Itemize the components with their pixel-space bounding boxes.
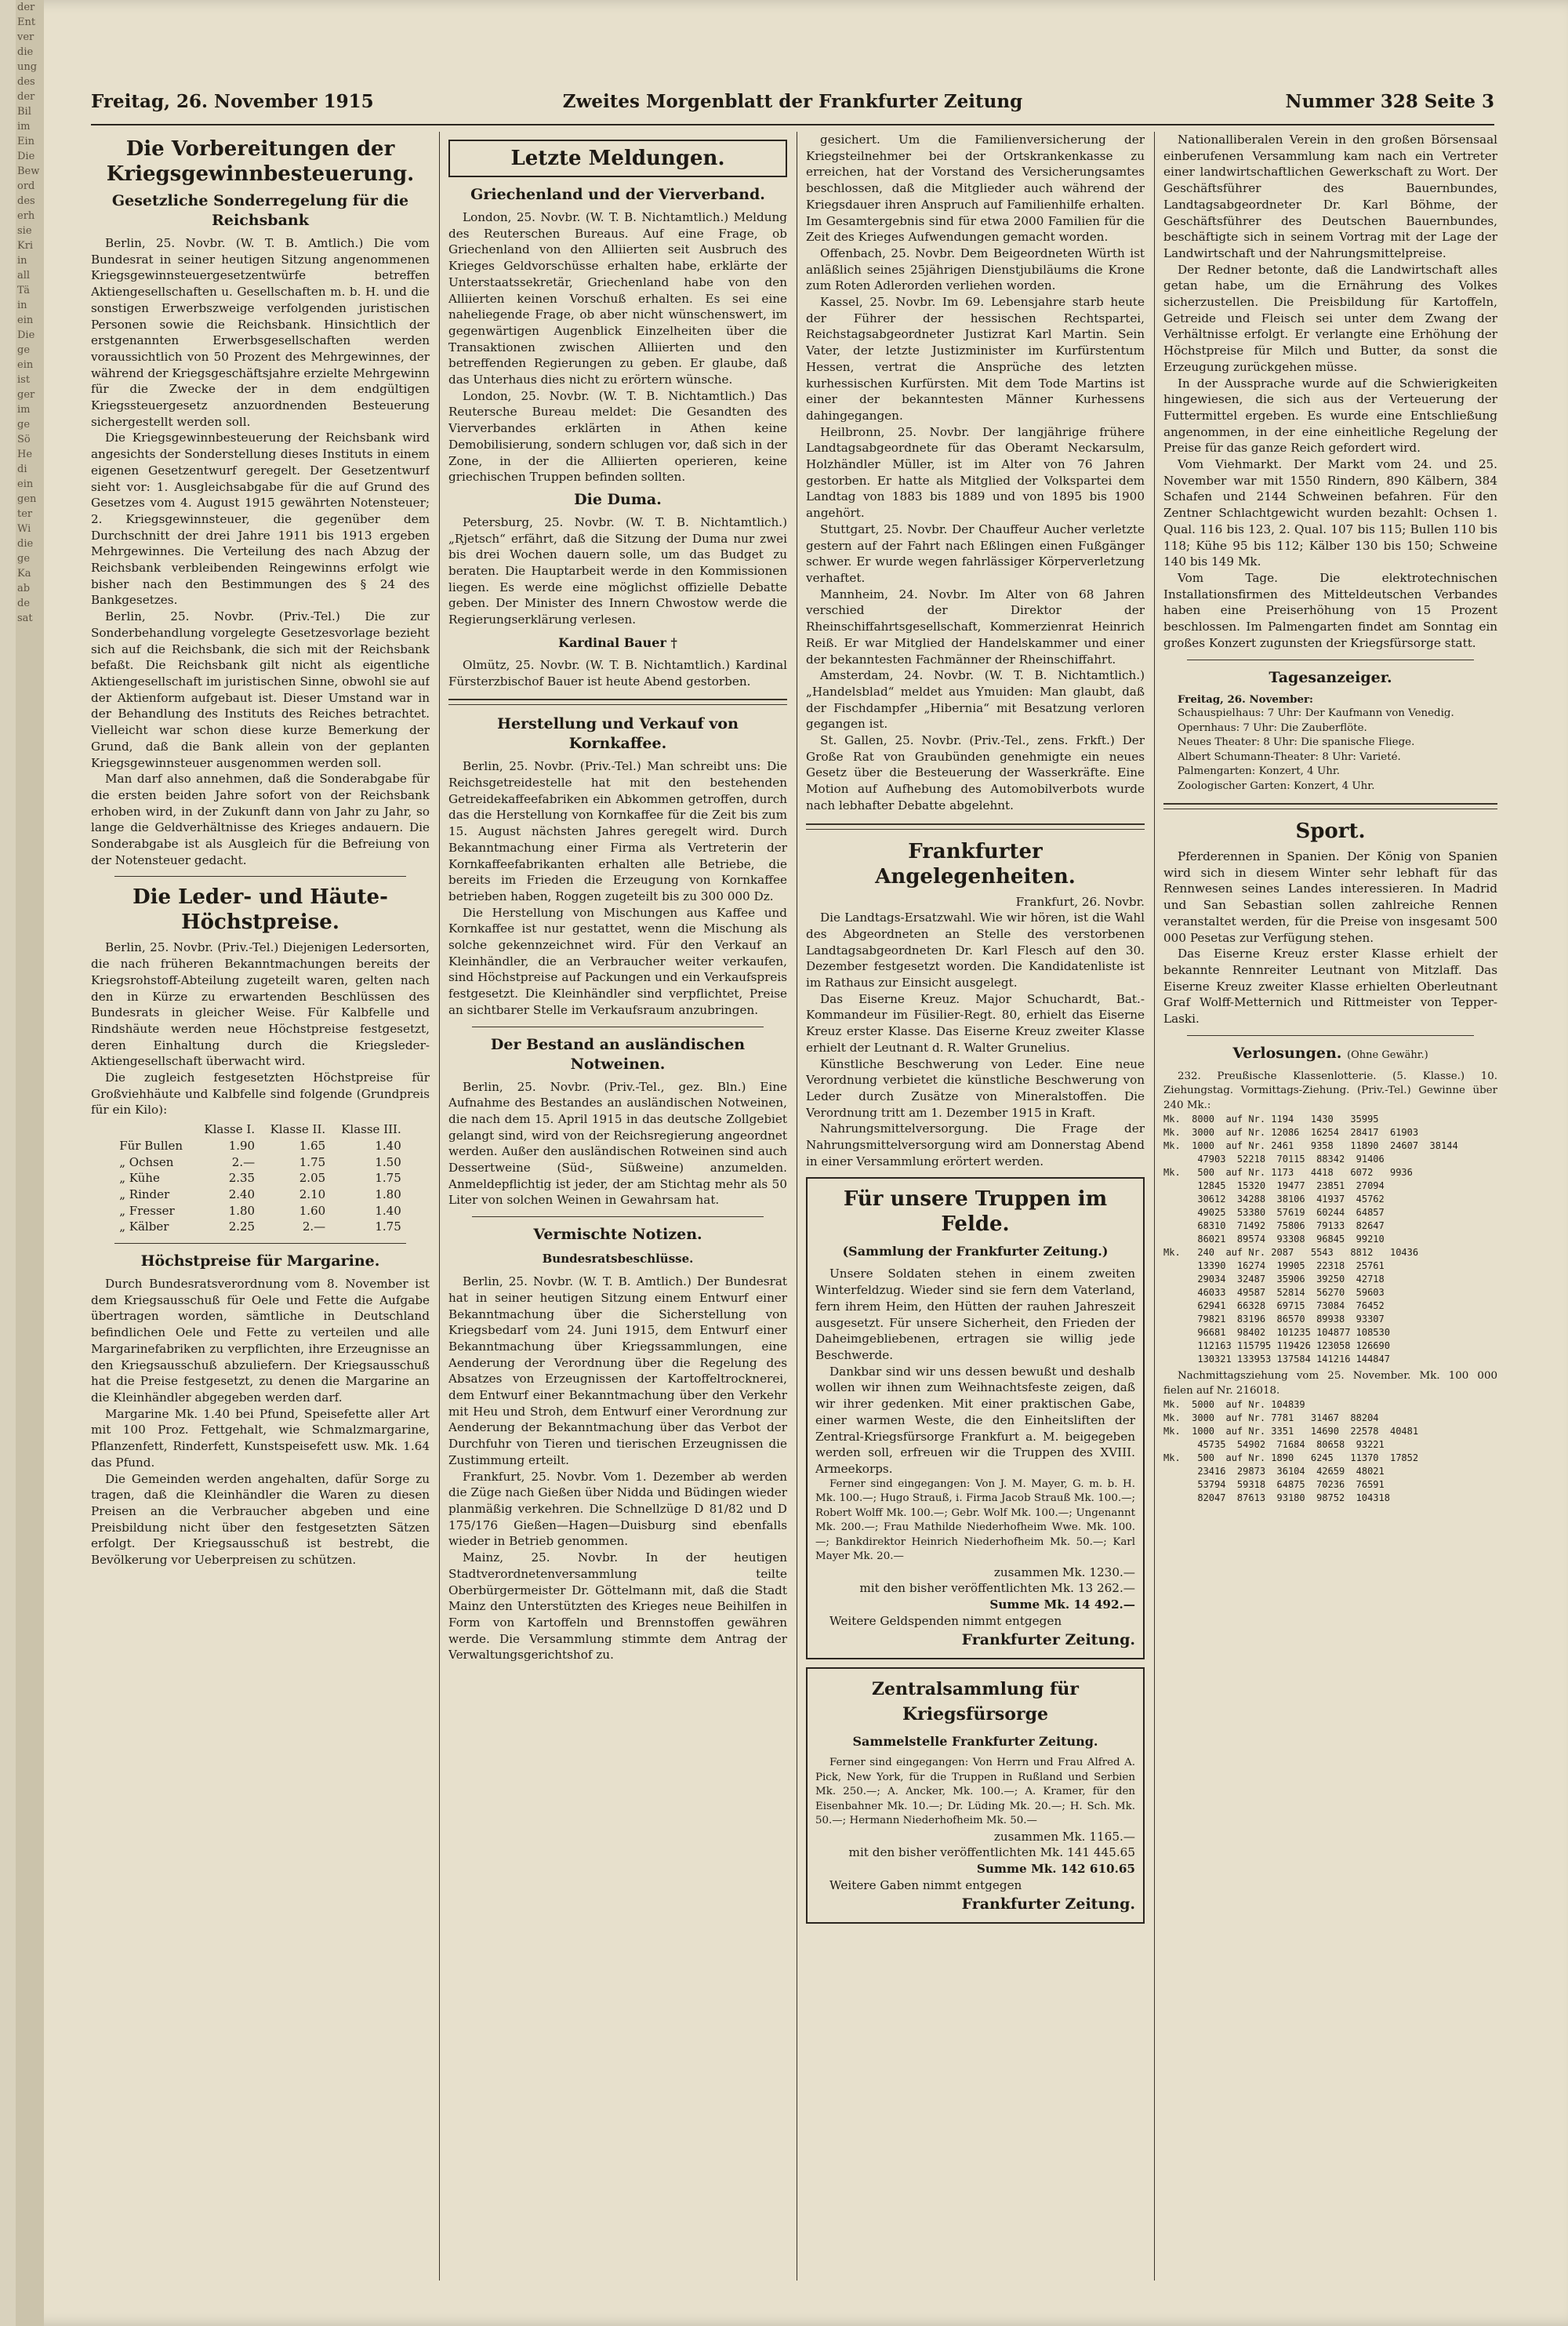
divider [1187,1035,1474,1036]
strip-fragment: Ein [17,136,35,147]
strip-fragment: Ent [17,16,36,28]
strip-fragment: sat [17,612,33,624]
table-cell: 2.25 [228,1219,256,1234]
divider [472,1216,764,1217]
column-rule [439,132,440,2281]
article-paragraph: Vom Tage. Die elektrotechnischen Installationsfirmen des Mitteldeutschen Verbandes haben eine Preiserhöhung von 15 Prozent beschlossen. Im Palmengarten findet am Sonntag ein großes Konzert zugunsten der Kriegsfürsorge statt. [1163,570,1497,650]
signature: Frankfurter Zeitung. [961,1631,1135,1649]
article-paragraph: Stuttgart, 25. Novbr. Der Chauffeur Aucher verletzte gestern auf der Fahrt nach Eßlingen einen Fußgänger schwer. Er wurde wegen fahrlässiger Körperverletzung verhaftet. [806,522,1145,585]
strip-fragment: Die [17,329,35,341]
agenda-item: Opernhaus: 7 Uhr: Die Zauberflöte. [1178,721,1367,734]
strip-fragment: Ka [17,568,31,580]
strip-fragment: ge [17,553,31,565]
table-cell: 1.75 [375,1171,401,1186]
lottery-row: 47903 52218 70115 88342 91406 [1163,1154,1385,1165]
price-table-header [114,1121,406,1138]
article-paragraph: Nationalliberalen Verein in den großen Börsensaal einberufenen Versammlung kam nach ein Vertreter einer landwirtschaftlichen Gewerkschaft zu Wort. Der Geschäftsführer des Bauernbundes, Landtagsabgeordneter Dr. Karl Böhme, der Geschäftsführer des Deutschen Bauernbundes, beschäftigte sich in seinem Vortrag mit der Lage der Landwirtschaft und der Nahrungsmittelpreise. [1163,133,1497,260]
article-paragraph: Margarine Mk. 1.40 bei Pfund, Speisefette aller Art mit 100 Proz. Fettgehalt, wie Schmalzmargarine, Pflanzenfett, Rinderfett, Kunstspeisefett usw. Mk. 1.64 das Pfund. [91,1406,430,1470]
article-paragraph: Dankbar sind wir uns dessen bewußt und deshalb wollen wir ihnen zum Weihnachtsfeste zeigen, daß wir ihrer gedenken. Mit einer praktischen Gabe, einer warmen Weste, die den Einheitsliften der Zentral-Kriegsfürsorge Frankfurt a. M. beigegeben werden soll, erfreuen wir die Truppen des XVIII. Armeekorps. [815,1364,1135,1476]
table-cell: 1.40 [375,1138,401,1153]
double-divider [448,699,787,705]
table-cell: 1.65 [299,1138,326,1153]
newspaper-title: Zweites Morgenblatt der Frankfurter Zeitung [562,91,1023,112]
strip-fragment: Wi [17,523,31,535]
strip-fragment: des [17,195,35,207]
article-paragraph: Berlin, 25. Novbr. (Priv.-Tel., gez. Bln.) Eine Aufnahme des Bestandes an ausländischen Notweinen, die nach dem 15. April 1915 in das deutsche Zollgebiet gelangt sind, wird von der Reichsregierung angeordnet werden. Außer den ausländischen Rotweinen sind auch Dessertweine (Süd-, Süßweine) anzumelden. Anmeldepflichtig ist jeder, der am Stichtag mehr als 50 Liter von solchen Weinen in Gewahrsam hat. [448,1079,787,1208]
headline-duma: Die Duma. [574,490,662,508]
lottery-row: Mk. 5000 auf Nr. 104839 [1163,1399,1305,1411]
verlosungen-title: Verlosungen. [1232,1044,1342,1062]
strip-fragment: de [17,598,31,609]
lottery-row: 130321 133953 137584 141216 144847 [1163,1354,1390,1365]
table-row [114,1203,406,1219]
article-paragraph: In der Aussprache wurde auf die Schwierigkeiten hingewiesen, die sich aus der Verteuerung der Futtermittel ergeben. Es wurde eine Entschließung angenommen, in der eine einheitliche Regelung der Preise für das ganze Reich gefordert wird. [1163,376,1497,456]
adjacent-page-strip [16,0,44,2326]
headline-tagesanzeiger: Tagesanzeiger. [1269,668,1392,686]
table-header-cell: Klasse III. [341,1122,401,1137]
strip-fragment: der [17,91,35,103]
subheadline-griechenland: Griechenland und der Vierverband. [470,186,765,203]
table-row [114,1154,406,1171]
lottery-row: 96681 98402 101235 104877 108530 [1163,1327,1390,1339]
dateline: Frankfurt, 26. Novbr. [1015,894,1145,909]
donation-total: mit den bisher veröffentlichten Mk. 141 445.65 [848,1845,1135,1860]
table-cell: 2.— [231,1154,256,1169]
article-paragraph: St. Gallen, 25. Novbr. (Priv.-Tel., zens. Frkft.) Der Große Rat von Graubünden genehmigte ein neues Gesetz über die Besteuerung der Wasserkräfte. Eine Motion auf Aufhebung des Automobilverbots wurde nach lebhafter Debatte abgelehnt. [806,733,1145,812]
donation-total: mit den bisher veröffentlichten Mk. 13 262.— [859,1581,1135,1596]
donation-total: zusammen Mk. 1230.— [993,1565,1135,1579]
masthead [91,88,1494,125]
article-paragraph: Amsterdam, 24. Novbr. (W. T. B. Nichtamtlich.) „Handelsblad“ meldet aus Ymuiden: Man glaubt, daß der Fischdampfer „Hibernia“ mit Besatzung verloren gegangen ist. [806,668,1145,732]
table-row [114,1219,406,1235]
strip-fragment: sie [17,225,32,237]
lottery-table [1163,1113,1497,1366]
lottery-row: 12845 15320 19477 23851 27094 [1163,1180,1385,1192]
agenda-item: Zoologischer Garten: Konzert, 4 Uhr. [1178,780,1375,792]
strip-fragment: He [17,449,33,460]
lottery-row: 45735 54902 71684 80658 93221 [1163,1439,1385,1451]
donation-total: Summe Mk. 142 610.65 [976,1862,1135,1877]
donation-list: Ferner sind eingegangen: Von J. M. Mayer, G. m. b. H. Mk. 100.—; Hugo Strauß, i. Firma Jacob Strauß Mk. 100.—; Robert Wolff Mk. 100.—; Gebr. Wolf Mk. 100.—; Ungenannt Mk. 200.—; Frau Mathilde Niederhofheim Wwe. Mk. 100.—; Bankdirektor Heinrich Niederhofheim Mk. 50.—; Karl Mayer Mk. 20.— [815,1477,1135,1563]
article-paragraph: Offenbach, 25. Novbr. Dem Beigeordneten Würth ist anläßlich seines 25jährigen Dienstjubiläums die Krone zum Roten Adlerorden verliehen worden. [806,245,1145,293]
strip-fragment: Bil [17,106,31,118]
article-paragraph: Kassel, 25. Novbr. Im 69. Lebensjahre starb heute der Führer der hessischen Rechtspartei, Reichstagsabgeordneter Justizrat Karl Martin. Sein Vater, der letzte Justizminister im Kurfürstentum Hessen, vertrat die Ansprüche des letzten kurhessischen Kurfürsten. Mit dem Tode Martins ist einer der bekanntesten Männer Kurhessens dahingegangen. [806,295,1145,423]
lottery-row: 79821 83196 86570 89938 93307 [1163,1314,1385,1325]
strip-fragment: Tä [17,285,31,296]
table-cell: 1.80 [375,1187,401,1201]
article-paragraph: Olmütz, 25. Novbr. (W. T. B. Nichtamtlich.) Kardinal Fürsterzbischof Bauer ist heute Abend gestorben. [448,657,787,689]
headline-vermischte-notizen: Vermischte Notizen. [533,1226,702,1244]
table-cell: „ Fresser [119,1203,175,1218]
strip-fragment: die [17,46,34,58]
table-cell: 1.75 [375,1219,401,1234]
strip-fragment: ge [17,419,31,431]
headline-kardinal-bauer: Kardinal Bauer † [558,634,677,650]
donation-note: Weitere Geldspenden nimmt entgegen [829,1613,1062,1628]
article-paragraph: Die Gemeinden werden angehalten, dafür Sorge zu tragen, daß die Kleinhändler die Waren zu diesen Preisen an die Verbraucher abgeben und eine Preisbildung nicht über den festgesetzten Sätzen erfolgt. Der Kriegsausschuß ist bestrebt, die Bevölkerung vor Ueberpreisen zu schützen. [91,1471,430,1568]
headline-truppen-im-felde: Für unsere Truppen im Felde. [843,1187,1108,1237]
lottery-row: 53794 59318 64875 70236 76591 [1163,1479,1385,1491]
table-cell: 2.40 [228,1187,256,1201]
strip-fragment: ter [17,508,33,520]
subheadline-sammlung: (Sammlung der Frankfurter Zeitung.) [842,1244,1109,1259]
article-paragraph: Künstliche Beschwerung von Leder. Eine neue Verordnung verbietet die künstliche Beschwerung von Leder durch Zusätze von Mineralstoffen. Die Verordnung tritt am 1. Dezember 1915 in Kraft. [806,1056,1145,1120]
table-cell: 2.35 [228,1171,256,1186]
table-cell: „ Rinder [119,1187,170,1201]
article-paragraph: Die Kriegsgewinnbesteuerung der Reichsbank wird angesichts der Sonderstellung dieses Instituts in einem eigenen Gesetzentwurf geregelt. Der Gesetzentwurf sieht vor: 1. Ausgleichsabgabe für die auf Grund des Gesetzes vom 4. August 1915 gewährten Notensteuer; 2. Kriegsgewinnsteuer, die gegenüber dem Durchschnitt der drei Jahre 1911 bis 1913 ergeben Mehrgewinnes. Die Verteilung des nach Abzug der Reichsbank verbleibenden Reingewinns erfolgt wie bisher nach den Bestimmungen des § 24 des Bankgesetzes. [91,431,430,608]
lottery-row: 29034 32487 35906 39250 42718 [1163,1274,1385,1285]
strip-fragment: di [17,463,27,475]
lottery-table [1163,1398,1497,1505]
article-paragraph: Die zugleich festgesetzten Höchstpreise für Großviehhäute und Kalbfelle sind folgende (Grundpreis für ein Kilo): [91,1070,430,1118]
table-cell: 2.05 [299,1171,326,1186]
strip-fragment: im [17,404,31,416]
agenda-item: Schauspielhaus: 7 Uhr: Der Kaufmann von Venedig. [1178,707,1454,719]
headline-notweine: Der Bestand an ausländischen Notweinen. [490,1035,746,1073]
lottery-row: Mk. 3000 auf Nr. 12086 16254 28417 61903 [1163,1127,1419,1139]
table-header-cell: Klasse II. [270,1122,326,1137]
article-paragraph: Man darf also annehmen, daß die Sonderabgabe für die ersten beiden Jahre sofort von der Reichsbank erhoben wird, in der Zukunft dann von Jahr zu Jahr, so lange die Geldverhältnisse des Krieges andauern. Die Sonderabgabe ist als Ausgleich für die Befreiung von der Notensteuer gedacht. [91,772,430,867]
issue-date: Freitag, 26. November 1915 [91,91,374,112]
lottery-row: 46033 49587 52814 56270 59603 [1163,1287,1385,1299]
article-paragraph: Unsere Soldaten stehen in einem zweiten Winterfeldzug. Wieder sind sie fern dem Vaterland, fern ihrem Heim, den Hütten der rauhen Jahreszeit ausgesetzt. Für unsere Sicherheit, den Frieden der Daheimgebliebenen, ertragen sie willig jede Beschwerde. [815,1267,1135,1362]
strip-fragment: in [17,300,27,311]
column-rule [1154,132,1155,2281]
article-paragraph: Das Eiserne Kreuz. Major Schuchardt, Bat.-Kommandeur im Füsilier-Regt. 80, erhielt das Eiserne Kreuz erster Klasse. Das Eiserne Kreuz zweiter Klasse erhielt der Leutnant d. R. Walter Grunelius. [806,991,1145,1055]
article-paragraph: Die Landtags-Ersatzwahl. Wie wir hören, ist die Wahl des Abgeordneten an Stelle des verstorbenen Landtagsabgeordneten Dr. Karl Flesch auf den 30. Dezember festgesetzt worden. Die Kandidatenliste ist im Rathaus zur Einsicht ausgelegt. [806,910,1145,990]
table-cell: 1.60 [299,1203,326,1218]
strip-fragment: Bew [17,165,40,177]
headline-verlosungen [1163,1044,1497,1065]
issue-number: Nummer 328 Seite 3 [1285,91,1494,112]
strip-fragment: ein [17,478,34,490]
headline-margarine: Höchstpreise für Margarine. [140,1252,380,1270]
article-paragraph: Mainz, 25. Novbr. In der heutigen Stadtverordnetenversammlung teilte Oberbürgermeister Dr. Göttelmann mit, daß die Stadt Mainz den Unterstützten des Krieges neue Beihilfen in Form von Kartoffeln und Brennstoffen gewähren werde. Die Versammlung stimmte dem Antrag der Verwaltungsgerichtshof zu. [448,1550,787,1663]
lottery-note: Nachmittagsziehung vom 25. November. Mk. 100 000 fielen auf Nr. 216018. [1163,1370,1497,1397]
article-paragraph: Die Herstellung von Mischungen aus Kaffee und Kornkaffee ist nur gestattet, wenn die Mischung als solche gekennzeichnet wird. Für den Verkauf an Kleinhändler, die an Verbraucher weiter verkaufen, sind Höchstpreise auf Packungen und ein Verkaufspreis festgesetzt. Die Kleinhändler sind verpflichtet, Preise an sichtbarer Stelle im Verkaufsraum anzubringen. [448,905,787,1017]
article-paragraph: Pferderennen in Spanien. Der König von Spanien wird sich in diesem Winter sehr lebhaft für das Rennwesen seines Landes interessieren. In Madrid und San Sebastian sollen zahlreiche Rennen veranstaltet werden, für die Preise von insgesamt 500 000 Pesetas zur Verfügung stehen. [1163,849,1497,945]
strip-fragment: Kri [17,240,34,252]
price-table [114,1121,406,1235]
strip-fragment: Sö [17,434,31,445]
lottery-row: 23416 29873 36104 42659 48021 [1163,1466,1385,1477]
agenda-item: Albert Schumann-Theater: 8 Uhr: Varieté. [1178,750,1401,763]
strip-fragment: des [17,76,35,88]
table-cell: 1.90 [228,1138,256,1153]
lottery-row: 62941 66328 69715 73084 76452 [1163,1300,1385,1312]
subheadline-reichsbank: Gesetzliche Sonderregelung für die Reichsbank [111,192,409,229]
lottery-row: Mk. 1000 auf Nr. 3351 14690 22578 40481 [1163,1426,1419,1437]
strip-fragment: die [17,538,34,550]
strip-fragment: erh [17,210,35,222]
article-paragraph: Das Eiserne Kreuz erster Klasse erhielt der bekannte Rennreiter Leutnant von Mitzlaff. Das Eiserne Kreuz zweiter Klasse erhielten Oberleutnant Graf Wolff-Metternich und Rittmeister von Tepper-Laski. [1163,947,1497,1027]
strip-fragment: ung [17,61,38,73]
headline-frankfurter-angelegenheiten: Frankfurter Angelegenheiten. [875,839,1076,889]
table-cell: 1.40 [375,1203,401,1218]
table-cell: 1.80 [228,1203,256,1218]
column-2 [448,132,787,2296]
article-paragraph: Berlin, 25. Novbr. (W. T. B. Amtlich.) Die vom Bundesrat in seiner heutigen Sitzung angenommenen Kriegsgewinnsteuergesetzentwürfe betreffen Aktiengesellschaften u. Gesellschaften m. b. H. und die sonstigen Erwerbszweige verfolgenden juristischen Personen sowie die Reichsbank. Hinsichtlich der erstgenannten Erwerbsgesellschaften werden voraussichtlich von 50 Prozent des Mehrgewinnes, der während der Kriegsgeschäftsjahre erzielte Mehrgewinn für die Zwecke der in dem endgültigen Kriegssteuergesetz anzuordnenden Besteuerung sichergestellt werden soll. [91,236,430,429]
donation-total: zusammen Mk. 1165.— [993,1829,1135,1844]
subheadline-bundesrat: Bundesratsbeschlüsse. [542,1252,694,1267]
agenda-item: Freitag, 26. November: [1178,692,1313,706]
article-paragraph: Durch Bundesratsverordnung vom 8. November ist dem Kriegsausschuß für Oele und Fette die Aufgabe übertragen worden, sämtliche in Deutschland befindlichen Oele und Fette zu verteilen und alle Margarinefabriken zu verpflichten, ihre Erzeugnisse an den Kriegsausschuß abzuliefern. Der Kriegsausschuß hat die Preise festgesetzt, zu denen die Margarine an die Kleinhändler abgegeben werden darf. [91,1277,430,1405]
headline-kriegsgewinnbesteuerung: Die Vorbereitungen der Kriegsgewinnbesteuerung. [106,137,415,186]
appeal-box-truppen [806,1177,1145,1659]
table-cell: 1.75 [299,1154,326,1169]
article-paragraph: London, 25. Novbr. (W. T. B. Nichtamtlich.) Das Reutersche Bureau meldet: Die Gesandten des Vierverbandes erklärten in Athen keine Demobilisierung, sondern schlugen vor, daß sich in der Zone, in der die Alliierten operieren, keine griechischen Truppen befinden sollten. [448,388,787,485]
strip-fragment: ge [17,344,31,356]
donation-note: Weitere Gaben nimmt entgegen [829,1877,1022,1892]
table-cell: 1.50 [375,1154,401,1169]
verlosungen-note: (Ohne Gewähr.) [1347,1049,1428,1061]
agenda-item: Palmengarten: Konzert, 4 Uhr. [1178,765,1341,777]
table-header-cell: Klasse I. [204,1122,256,1137]
article-paragraph: London, 25. Novbr. (W. T. B. Nichtamtlich.) Meldung des Reuterschen Bureaus. Auf eine Frage, ob Griechenland von den Alliierten seit Ausbruch des Krieges Geldvorschüsse erhalten habe, erklärte der Unterstaatssekretär, Griechenland habe von den Alliierten keinen Vorschuß erhalten. Es sei eine naheliegende Frage, ob aber nicht wünschenswert, im gegenwärtigen Augenblick Einzelheiten über die Transaktionen zwischen Alliierten und den betreffenden Regierungen zu geben. Er glaube, daß das Unterhaus dies nicht zu erörtern wünsche. [448,210,787,387]
strip-fragment: in [17,255,27,267]
headline-box [448,140,787,177]
strip-fragment: all [17,270,31,282]
lottery-row: Mk. 8000 auf Nr. 1194 1430 35995 [1163,1114,1379,1125]
strip-fragment: ein [17,359,34,371]
column-1 [91,132,430,2296]
strip-fragment: im [17,121,31,133]
article-paragraph: Berlin, 25. Novbr. (Priv.-Tel.) Die zur Sonderbehandlung vorgelegte Gesetzesvorlage bezieht sich auf die Reichsbank, die sich mit der Reichsbank befaßt. Die Reichsbank gilt nicht als eigentliche Aktiengesellschaft im juristischen Sinne, obwohl sie auf der Aktienform aufgebaut ist. Dieser Umstand war in der Behandlung des Instituts des Reiches betrachtet. Vielleicht war schon diese kurze Bemerkung der Grund, daß die Bank allein von der geplanten Kriegsgewinnsteuer ausgenommen werden soll. [91,609,430,770]
article-paragraph: Vom Viehmarkt. Der Markt vom 24. und 25. November war mit 1550 Rindern, 890 Kälbern, 384 Schafen und 2144 Schweinen befahren. Für den Zentner Schlachtgewicht wurden bezahlt: Ochsen 1. Qual. 116 bis 123, 2. Qual. 107 bis 115; Bullen 110 bis 118; Kühe 95 bis 112; Kälber 130 bis 150; Schweine 140 bis 149 Mk. [1163,457,1497,569]
lottery-row: Mk. 3000 auf Nr. 7781 31467 88204 [1163,1412,1379,1424]
lottery-row: Mk. 1000 auf Nr. 2461 9358 11890 24607 38144 [1163,1140,1458,1152]
signature: Frankfurter Zeitung. [961,1895,1135,1913]
article-paragraph: Heilbronn, 25. Novbr. Der langjährige frühere Landtagsabgeordnete für das Oberamt Neckarsulm, Holzhändler Müller, ist im Alter von 76 Jahren gestorben. Er hatte als Mitglied der Volkspartei dem Landtag von 1883 bis 1889 und von 1895 bis 1900 angehört. [806,424,1145,521]
article-paragraph: gesichert. Um die Familienversicherung der Kriegsteilnehmer bei der Ortskrankenkasse zu erreichen, hat der Vorstand des Versicherungsamtes beschlossen, daß die Mitglieder auch während der Kriegsdauer ihren Anspruch auf Familienhilfe erhalten. Im Gesamtergebnis sind für etwa 2000 Familien für die Zeit des Krieges Aufwendungen gemacht worden. [806,133,1145,245]
table-cell: „ Ochsen [119,1154,174,1169]
table-row [114,1170,406,1187]
column-4 [1163,132,1497,2296]
strip-fragment: ist [17,374,31,386]
appeal-box-zentralsammlung [806,1667,1145,1924]
table-cell: „ Kühe [119,1171,160,1186]
article-paragraph: Frankfurt, 25. Novbr. Vom 1. Dezember ab werden die Züge nach Gießen über Nidda und Büdingen wieder planmäßig verkehren. Die Schnellzüge D 81/82 und D 175/176 Gießen—Hagen—Duisburg sind ebenfalls wieder in Betrieb genommen. [448,1469,787,1549]
lottery-row: Mk. 500 auf Nr. 1890 6245 11370 17852 [1163,1452,1419,1464]
article-paragraph: Berlin, 25. Novbr. (W. T. B. Amtlich.) Der Bundesrat hat in seiner heutigen Sitzung einem Entwurf einer Bekanntmachung über die Sicherstellung von Kriegsbedarf vom 24. Juni 1915, dem Entwurf einer Bekanntmachung über Kriegssammlungen, eine Aenderung der Verordnung über die Regelung des Absatzes von Erzeugnissen der Kartoffeltrocknerei, dem Entwurf einer Bekanntmachung über den Verkehr mit Heu und Stroh, dem Entwurf einer Verordnung zur Aenderung der Bekanntmachung über das Verbot der Durchfuhr von Tieren und tierischen Erzeugnissen die Zustimmung erteilt. [448,1274,787,1467]
strip-fragment: ver [17,31,34,43]
divider [114,876,406,877]
table-cell: 2.10 [299,1187,326,1201]
agenda-item: Neues Theater: 8 Uhr: Die spanische Fliege. [1178,736,1415,748]
article-paragraph: Berlin, 25. Novbr. (Priv.-Tel.) Diejenigen Ledersorten, die nach früheren Bekanntmachungen bereits der Kriegsrohstoff-Abteilung zugeteilt waren, gelten nach den in Kürze zu erwartenden Beschlüssen des Bundesrats in gleicher Weise. Für Kalbfelle und Rindshäute werden neue Höchstpreise festgesetzt, deren Einhaltung durch die Kriegsleder-Aktiengesellschaft überwacht wird. [91,940,430,1069]
article-paragraph: Petersburg, 25. Novbr. (W. T. B. Nichtamtlich.) „Rjetsch“ erfährt, daß die Sitzung der Duma nur zwei bis drei Wochen dauern solle, um das Budget zu beraten. Die Hauptarbeit werde in den Kommissionen liegen. Es werde eine möglichst offizielle Debatte geben. Der Minister des Innern Chwostow werde die Regierungserklärung verlesen. [448,514,787,627]
strip-fragment: ab [17,583,31,594]
donation-total: Summe Mk. 14 492.— [989,1597,1135,1612]
headline-leder-haeute: Die Leder- und Häute-Höchstpreise. [132,885,388,935]
table-cell: „ Kälber [119,1219,169,1234]
table-row [114,1138,406,1154]
headline-sport: Sport. [1295,820,1366,843]
article-paragraph: Berlin, 25. Novbr. (Priv.-Tel.) Man schreibt uns: Die Reichsgetreidestelle hat mit den bestehenden Getreidekaffeefabriken ein Abkommen getroffen, durch das die Herstellung von Kornkaffee für die Zeit bis zum 15. August nächsten Jahres geregelt wird. Durch Bekanntmachung einer Firma als Vertreterin der Kornkaffeefabrikanten erhalten alle Betriebe, die bereits im Frieden die Erzeugung von Kornkaffee betrieben haben, Roggen zugeteilt bis zu 300 000 Dz. [448,759,787,903]
double-divider [1163,803,1497,809]
lottery-row: 49025 53380 57619 60244 64857 [1163,1207,1385,1219]
lottery-row: 13390 16274 19905 22318 25761 [1163,1260,1385,1272]
lottery-row: Mk. 500 auf Nr. 1173 4418 6072 9936 [1163,1167,1413,1179]
article-paragraph: Mannheim, 24. Novbr. Im Alter von 68 Jahren verschied der Direktor der Rheinschiffahrtsgesellschaft, Kommerzienrat Heinrich Reiß. Er war Mitglied der Handelskammer und einer der bekanntesten Fachmänner der Rheinschiffahrt. [806,587,1145,667]
article-paragraph: Nahrungsmittelversorgung. Die Frage der Nahrungsmittelversorgung wird am Donnerstag Abend in einer Versammlung erörtert werden. [806,1121,1145,1168]
headline-kornkaffee: Herstellung und Verkauf von Kornkaffee. [497,715,739,753]
strip-fragment: gen [17,493,37,505]
lottery-row: 112163 115795 119426 123058 126690 [1163,1340,1390,1352]
strip-fragment: ein [17,314,34,326]
column-3 [806,132,1145,2296]
strip-fragment: ord [17,180,35,192]
lottery-intro: 232. Preußische Klassenlotterie. (5. Klasse.) 10. Ziehungstag. Vormittags-Ziehung. (Priv.-Tel.) Gewinne über 240 Mk.: [1163,1070,1497,1111]
strip-fragment: der [17,2,35,13]
lottery-row: 30612 34288 38106 41937 45762 [1163,1194,1385,1205]
subheadline-sammelstelle: Sammelstelle Frankfurter Zeitung. [852,1734,1098,1750]
strip-fragment: Die [17,151,35,162]
lottery-row: Mk. 240 auf Nr. 2087 5543 8812 10436 [1163,1247,1419,1259]
agenda-list [1163,692,1497,794]
table-cell: Für Bullen [119,1138,183,1153]
table-row [114,1187,406,1203]
lottery-row: 82047 87613 93180 98752 104318 [1163,1492,1390,1504]
strip-fragment: ger [17,389,35,401]
newspaper-page [16,0,1568,2326]
table-header-cell [114,1121,194,1138]
lottery-row: 86021 89574 93308 96845 99210 [1163,1234,1385,1245]
lottery-row: 68310 71492 75806 79133 82647 [1163,1220,1385,1232]
donation-list: Ferner sind eingegangen: Von Herrn und Frau Alfred A. Pick, New York, für die Truppen in Rußland und Serbien Mk. 250.—; A. Ancker, Mk. 100.—; A. Kramer, für den Eisenbahner Mk. 10.—; Dr. Lüding Mk. 20.—; H. Sch. Mk. 50.—; Hermann Niederhofheim Mk. 50.— [815,1757,1135,1827]
divider [114,1243,406,1244]
table-cell: 2.— [302,1219,326,1234]
article-paragraph: Der Redner betonte, daß die Landwirtschaft alles getan habe, um die Ernährung des Volkes sicherzustellen. Die Preisbildung für Kartoffeln, Getreide und Fleisch sei unter dem Zwang der Verhältnisse erfolgt. Er verlangte eine Erhöhung der Höchstpreise für Milch und Butter, da sonst die Erzeugung zurückgehen müsse. [1163,262,1497,374]
headline-letzte-meldungen: Letzte Meldungen. [510,147,725,170]
double-divider [806,823,1145,830]
headline-zentralsammlung: Zentralsammlung für Kriegsfürsorge [871,1679,1080,1725]
